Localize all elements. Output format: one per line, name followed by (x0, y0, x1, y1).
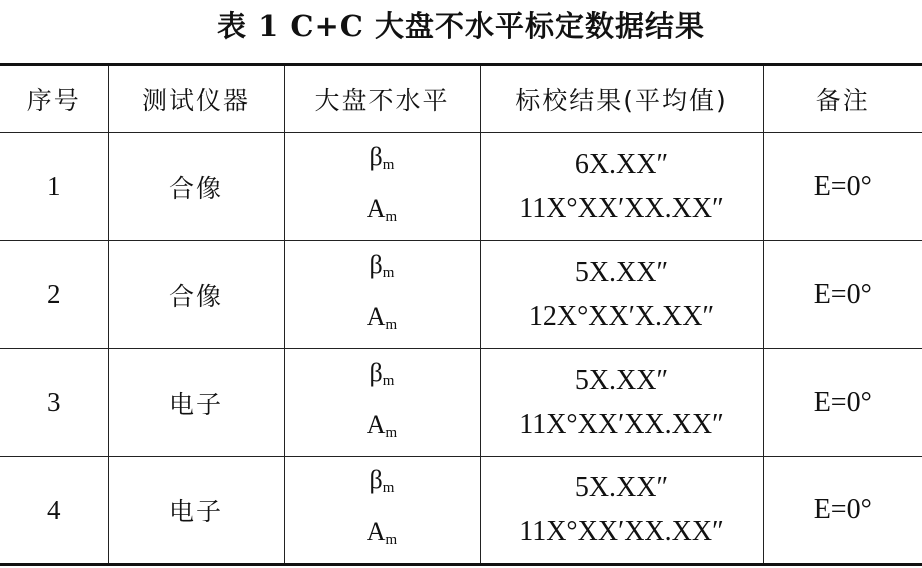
cell-instrument: 电子 (108, 349, 284, 457)
symbol-stack (367, 458, 397, 562)
table-row (0, 349, 922, 457)
cell-calibration-result (480, 349, 763, 457)
cell-instrument: 合像 (108, 241, 284, 349)
table-caption: 表 1 C+C 大盘不水平标定数据结果 (217, 9, 705, 43)
symbol-a-m: $A_m$ (366, 517, 398, 548)
cell-disk-unlevel (284, 133, 480, 241)
calibration-table (0, 63, 922, 566)
cell-disk-unlevel (284, 457, 480, 565)
cell-remark: E=0° (763, 349, 922, 457)
cell-calibration-result (480, 457, 763, 565)
result-beta-value: 5X.XX″ (574, 472, 669, 503)
symbol-stack (367, 243, 397, 347)
symbol-stack (367, 351, 397, 455)
table-row (0, 457, 922, 565)
cell-remark: E=0° (763, 241, 922, 349)
cell-calibration-result (480, 241, 763, 349)
cell-serial-no: 4 (47, 494, 61, 525)
result-beta-value: 6X.XX″ (574, 148, 669, 180)
result-a-value: 12X°XX′X.XX″ (528, 300, 715, 332)
symbol-a-m: $A_m$ (366, 301, 398, 333)
cell-instrument: 电子 (108, 457, 284, 565)
cell-serial-no: 1 (0, 133, 108, 241)
header-calibration-result: 标校结果(平均值) (480, 65, 763, 133)
symbol-a-m: $A_m$ (366, 409, 398, 441)
cell-calibration-result (480, 133, 763, 241)
symbol-stack (367, 135, 397, 239)
header-instrument: 测试仪器 (108, 65, 284, 133)
header-remark: 备注 (763, 65, 922, 133)
result-a-value: 11X°XX′XX.XX″ (519, 408, 724, 440)
cell-serial-no: 3 (0, 349, 108, 457)
result-beta-value: 5X.XX″ (574, 256, 669, 288)
symbol-beta-m: $\beta_m$ (369, 465, 395, 496)
result-a-value: 11X°XX′XX.XX″ (519, 516, 724, 547)
table-header-row (0, 65, 922, 133)
cell-remark: E=0° (763, 133, 922, 241)
cell-serial-no: 2 (0, 241, 108, 349)
cell-disk-unlevel (284, 349, 480, 457)
header-disk-unlevel: 大盘不水平 (284, 65, 480, 133)
header-serial-no: 序号 (0, 65, 108, 133)
result-beta-value: 5X.XX″ (574, 364, 669, 396)
result-a-value: 11X°XX′XX.XX″ (519, 192, 724, 224)
table-row (0, 241, 922, 349)
cell-disk-unlevel (284, 241, 480, 349)
symbol-beta-m: $\beta_m$ (369, 357, 395, 389)
symbol-beta-m: $\beta_m$ (369, 141, 395, 173)
symbol-beta-m: $\beta_m$ (369, 249, 395, 281)
table-row (0, 133, 922, 241)
symbol-a-m: $A_m$ (366, 193, 398, 225)
cell-remark: E=0° (763, 457, 922, 565)
cell-instrument: 合像 (108, 133, 284, 241)
